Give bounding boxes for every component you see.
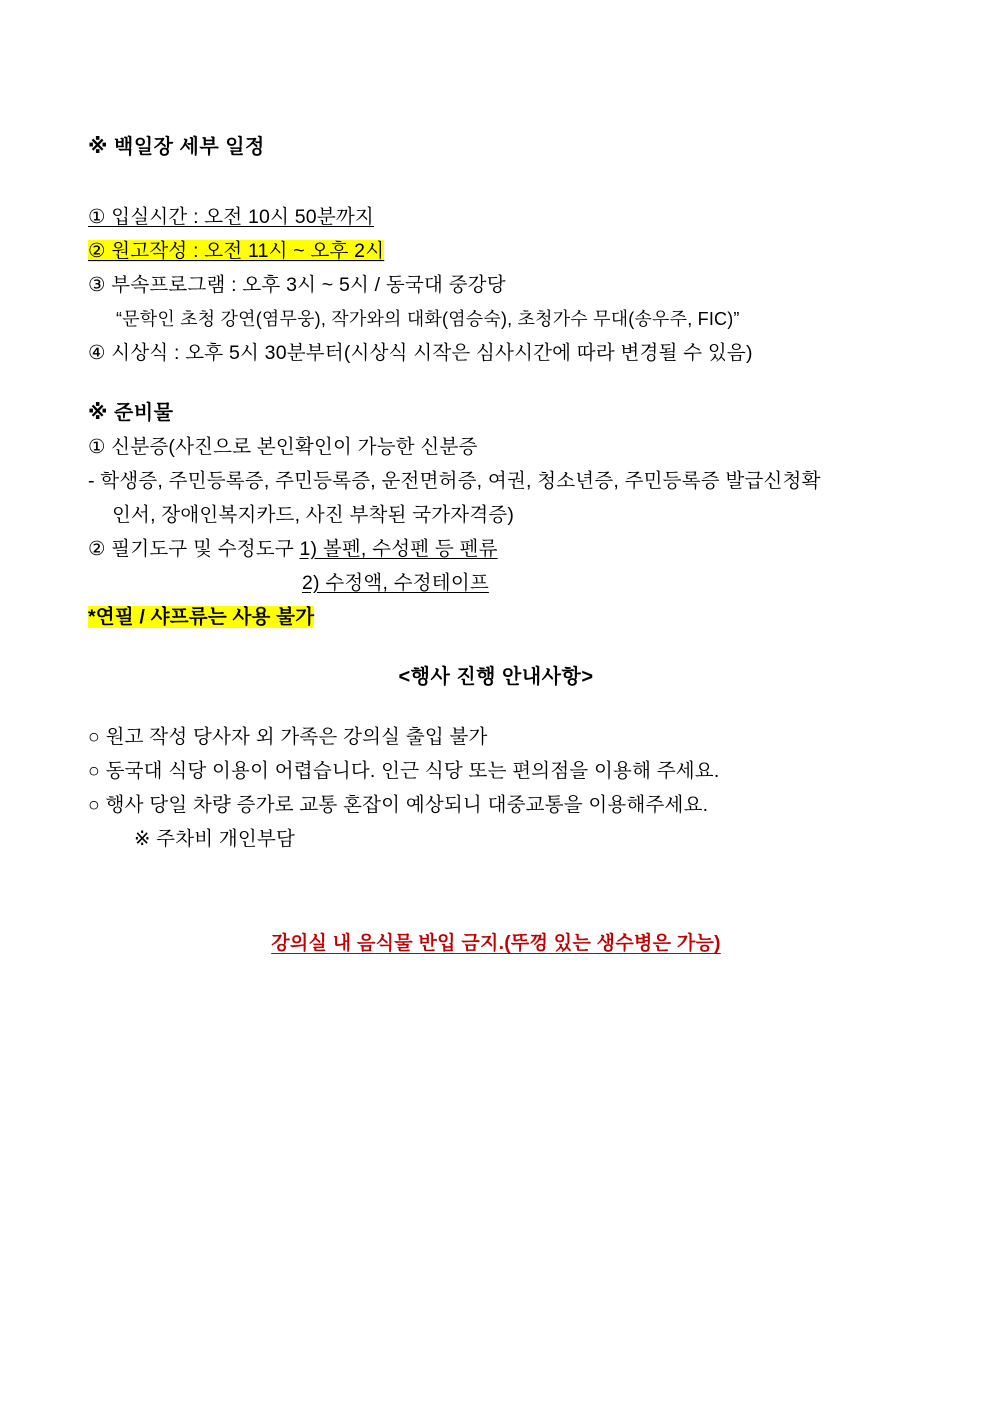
schedule-item-3-text: ③ 부속프로그램 : 오후 3시 ~ 5시 / 동국대 중강당 <box>88 274 506 296</box>
schedule-section-heading: ※ 백일장 세부 일정 <box>88 136 265 158</box>
schedule-item-3 <box>88 268 904 302</box>
spacer <box>88 892 904 928</box>
event-guide-item-3: ○ 행사 당일 차량 증가로 교통 혼잡이 예상되니 대중교통을 이용해주세요. <box>88 794 709 816</box>
supplies-id-list-line2: 인서, 장애인복지카드, 사진 부착된 국가자격증) <box>112 504 515 526</box>
supplies-item-2 <box>88 532 904 566</box>
footer-notice: 강의실 내 음식물 반입 금지.(뚜껑 있는 생수병은 가능) <box>271 933 721 954</box>
supplies-id-list-line1: - 학생증, 주민등록증, 주민등록증, 운전면허증, 여권, 청소년증, 주민등록증 발급신청확 <box>88 470 821 492</box>
schedule-item-1 <box>88 200 904 234</box>
supplies-warning-row <box>88 600 904 634</box>
event-guide-sub-note: ※ 주차비 개인부담 <box>134 828 296 850</box>
supplies-item-2-option1: 1) 볼펜, 수성펜 등 펜류 <box>299 538 498 560</box>
spacer <box>88 856 904 892</box>
supplies-item-1: ① 신분증(사진으로 본인확인이 가능한 신분증 <box>88 436 478 458</box>
schedule-item-4-text: ④ 시상식 : 오후 5시 30분부터(시상식 시작은 심사시간에 따라 변경될 수 있음) <box>88 342 753 364</box>
spacer <box>88 164 904 200</box>
event-guide-item-1: ○ 원고 작성 당사자 외 가족은 강의실 출입 불가 <box>88 726 488 748</box>
event-guide-heading: <행사 진행 안내사항> <box>398 666 594 688</box>
supplies-item-2-option2: 2) 수정액, 수정테이프 <box>302 572 489 594</box>
supplies-section-heading: ※ 준비물 <box>88 402 174 424</box>
schedule-item-4 <box>88 336 904 370</box>
spacer <box>88 370 904 396</box>
spacer <box>88 694 904 720</box>
supplies-item-2-prefix: ② 필기도구 및 수정도구 <box>88 538 300 560</box>
schedule-item-3-detail-text: “문학인 초청 강연(염무웅), 작가와의 대화(염승숙), 초청가수 무대(송우주, FIC)” <box>116 309 740 329</box>
schedule-item-3-detail <box>88 302 904 336</box>
schedule-item-2-text: ② 원고작성 : 오전 11시 ~ 오후 2시 <box>88 240 385 262</box>
schedule-item-2 <box>88 234 904 268</box>
supplies-warning: *연필 / 샤프류는 사용 불가 <box>88 606 315 628</box>
schedule-item-1-text: ① 입실시간 : 오전 10시 50분까지 <box>88 206 374 228</box>
supplies-item-2-option2-row <box>88 566 904 600</box>
spacer <box>88 634 904 660</box>
event-guide-item-2: ○ 동국대 식당 이용이 어렵습니다. 인근 식당 또는 편의점을 이용해 주세요. <box>88 760 720 782</box>
